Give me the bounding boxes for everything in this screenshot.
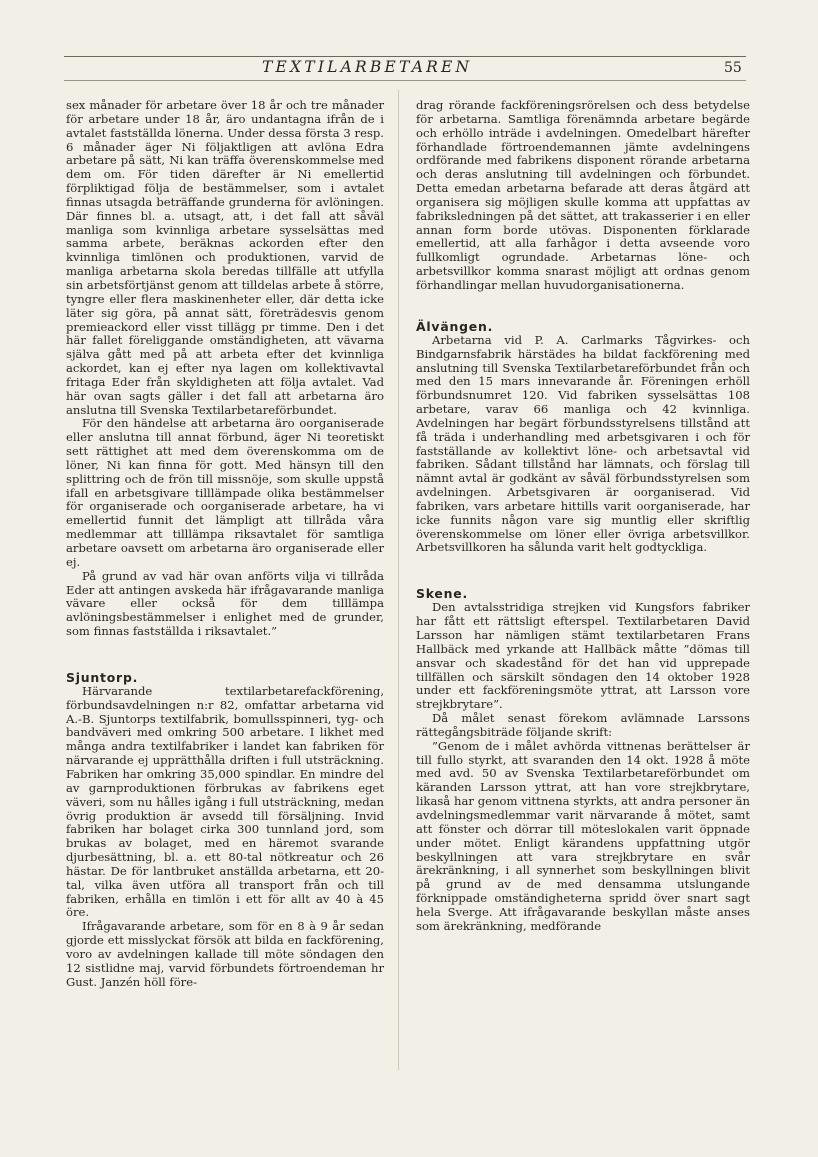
paragraph: Då målet senast förekom avlämnade Larssons rättegångsbiträde följande skrift: [416, 711, 750, 739]
right-column [416, 99, 750, 934]
paragraph: Ifrågavarande arbetare, som för en 8 à 9 år sedan gjorde ett misslyckat försök att bilda en fackförening, voro av avdelningen kallade till möte söndagen den 12 sistlidne maj, varvid förbundets förtroendeman hr Gust. Janzén höll före- [66, 919, 384, 989]
page-number: 55 [724, 60, 742, 76]
paragraph: Härvarande textilarbetarefackförening, förbundsavdelningen n:r 82, omfattar arbetarna vid A.-B. Sjuntorps textilfabrik, bomullsspinneri, tyg- och bandväveri med omkring 500 arbetare. I likhet med många andra textilfabriker i landet kan fabriken för närvarande ej upprätthålla driften i full utsträckning. Fabriken har omkring 35,000 spindlar. En mindre del av garnproduktionen förbrukas av fabrikens eget väveri, som nu hålles igång i full utsträckning, medan övrig produktion är avsedd till försäljning. Invid fabriken har bolaget cirka 300 tunnland jord, som brukas av bolaget, med en häremot svarande djurbesättning, bl. a. ett 80-tal nötkreatur och 26 hästar. De för lantbruket anställda arbetarna, ett 20-tal, vilka även utföra all transport från och till fabriken, erhålla en timlön i ett för allt av 40 à 45 öre. [66, 683, 384, 920]
section-heading-alvangen: Älvängen. [416, 318, 494, 334]
paragraph: Den avtalsstridiga strejken vid Kungsfors fabriker har fått ett rättsligt efterspel. Textilarbetaren David Larsson har nämligen stämt textilarbetaren Frans Hallbäck med yrkande att Hallbäck måtte ”dömas till ansvar och skadestånd för det han vid upprepade tillfällen och särskilt söndagen den 14 oktober 1928 under ett fackföreningsmöte yttrat, att Larsson vore strejkbrytare”. [416, 600, 750, 712]
header-top-rule [64, 56, 746, 57]
section-gap [416, 555, 750, 587]
paragraph: sex månader för arbetare över 18 år och tre månader för arbetare under 18 år, äro undantagna ifrån de i avtalet fastställda lönerna. Under dessa första 3 resp. 6 månader äger Ni följaktligen att avlöna Edra arbetare på sätt, Ni kan träffa överenskommelse med dem om. För tiden därefter är Ni emellertid förpliktigad följa de bestämmelser, som i avtalet finnas utsagda beträffande grunderna för avlöningen. Där finnes bl. a. utsagt, att, i det fall att såväl manliga som kvinnliga arbetare sysselsättas med samma arbete, beräknas ackorden efter den kvinnliga timlönen och produktionen, varvid de manliga arbetarna skola beredas tillfälle att utfylla sin arbetsförtjänst genom att tilldelas arbete å större, tyngre eller flera maskinenheter eller, där detta icke läter sig göra, på annat sätt, företrädesvis genom premieackord eller visst tillägg pr timme. Den i det här fallet föreliggande omständigheten, att vävarna själva gått med på att arbeta efter det kvinnliga ackordet, kan ej efter nya lagen om kollektivavtal fritaga Eder från skyldigheten att följa avtalet. Vad här ovan sagts gäller i det fall att arbetarna äro anslutna till Svenska Textilarbetareförbundet. [66, 98, 384, 417]
paragraph: För den händelse att arbetarna äro oorganiserade eller anslutna till annat förbund, äger Ni teoretiskt sett rättighet att med dem överenskomma om de löner, Ni kan finna för gott. Med hänsyn till den splittring och de frön till missnöje, som skulle uppstå ifall en arbetsgivare tilllämpade olika bestämmelser för organiserade och oorganiserade arbetare, ha vi emellertid funnit det lämpligt att tillråda våra medlemmar att tilllämpa riksavtalet för samtliga arbetare oavsett om arbetarna äro organiserade eller ej. [66, 416, 384, 569]
paragraph: Arbetarna vid P. A. Carlmarks Tågvirkes- och Bindgarnsfabrik härstädes ha bildat fackförening med anslutning till Svenska Textilarbetareförbundet från och med den 15 mars innevarande år. Föreningen erhöll förbundsnumret 120. Vid fabriken sysselsättas 108 arbetare, varav 66 manliga och 42 kvinnliga. Avdelningen har begärt förbundsstyrelsens tillstånd att få träda i underhandling med arbetsgivaren i och för fastställande av kollektivt löne- och arbetsavtal vid fabriken. Sådant tillstånd har lämnats, och förslag till nämnt avtal är godkänt av såväl förbundsstyrelsen som avdelningen. Arbetsgivaren är oorganiserad. Vid fabriken, vars arbetare hittills varit oorganiserade, har icke funnits någon vare sig muntlig eller skriftlig överenskommelse om löner eller övriga arbetsvillkor. Arbetsvillkoren ha sålunda varit helt godtyckliga. [416, 332, 750, 555]
paragraph: drag rörande fackföreningsrörelsen och dess betydelse för arbetarna. Samtliga förenämnda arbetare begärde och erhöllo inträde i avdelningen. Omedelbart härefter förhandlade förtroendemannen jämte avdelningens ordförande med fabrikens disponent rörande arbetarna och deras anslutning till avdelningen och förbundet. Detta emedan arbetarna befarade att deras åtgärd att organisera sig möjligen skulle komma att uppfattas av fabriksledningen på det sättet, att trakasserier i en eller annan form borde utövas. Disponenten förklarade emellertid, att alla farhågor i detta avseende voro fullkomligt ogrundade. Arbetarnas löne- och arbetsvillkor komma snarast möjligt att ordnas genom förhandlingar mellan huvudorganisationerna. [416, 98, 750, 292]
section-heading-skene: Skene. [416, 586, 468, 602]
left-column [66, 99, 384, 989]
column-divider [398, 90, 399, 1070]
running-title: TEXTILARBETAREN [262, 58, 473, 76]
section-heading-sjuntorp: Sjuntorp. [66, 669, 139, 685]
header-bottom-rule [64, 80, 746, 81]
section-gap [416, 293, 750, 320]
section-gap [66, 639, 384, 671]
paragraph: ”Genom de i målet avhörda vittnenas berättelser är till fullo styrkt, att svaranden den 14 okt. 1928 å möte med avd. 50 av Svenska Textilarbetareförbundet om käranden Larsson yttrat, att han vore strejkbrytare, likaså har genom vittnena styrkts, att andra personer än avdelningsmedlemmar varit närvarande å mötet, samt att fönster och dörrar till möteslokalen varit öppnade under mötet. Enligt kärandens uppfattning utgör beskyllningen att vara strejkbrytare en svår ärekränkning, i all synnerhet som beskyllningen blivit på grund av de med densamma utslungande förknippade omständigheterna spridd över snart sagt hela Sverge. Att ifrågavarande beskyllan måste anses som ärekränkning, medförande [416, 738, 750, 933]
paragraph: På grund av vad här ovan anförts vilja vi tillråda Eder att antingen avskeda här ifrågavarande manliga vävare eller också för dem tilllämpa avlöningsbestämmelser i enlighet med de grunder, som finnas fastställda i riksavtalet.” [66, 568, 384, 639]
